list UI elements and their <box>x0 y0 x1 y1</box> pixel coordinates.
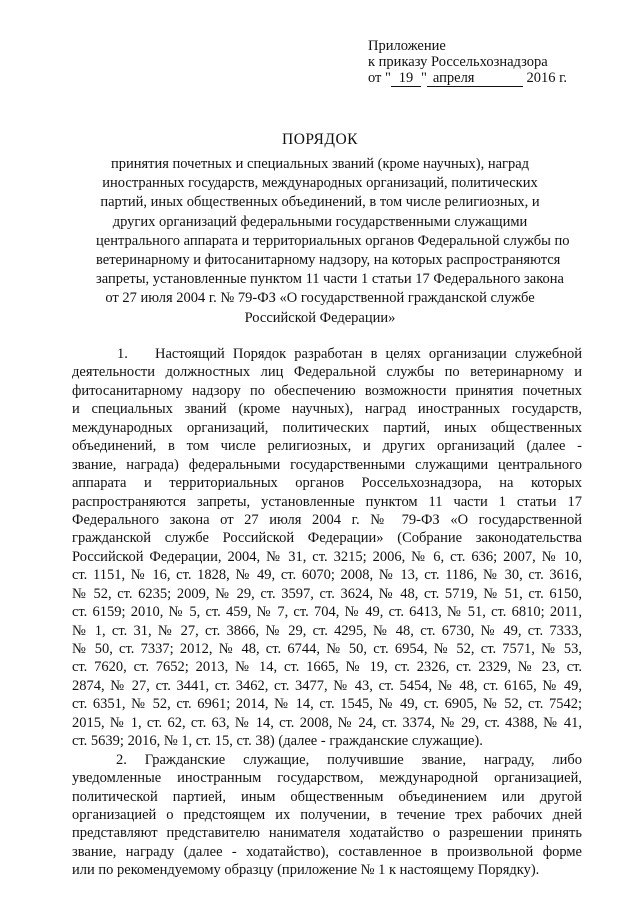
order-reference: к приказу Россельхознадзора <box>368 54 548 70</box>
paragraph-1-line: гражданской службе Российской Федерации» (Собрание законодательства <box>72 530 582 547</box>
appendix-header <box>368 38 567 87</box>
paragraph-1-line: № 52, ст. 6235; 2009, № 29, ст. 3597, ст. 3624, № 48, ст. 5719, № 51, ст. 6150, <box>72 585 582 602</box>
subtitle-line: иностранных государств, международных организаций, политических <box>102 175 538 192</box>
paragraph-2-line: политической партией, иным общественным объединением или другой <box>72 788 582 805</box>
date-day: 19 <box>391 71 421 87</box>
subtitle-line: партий, иных общественных объединений, в том числе религиозных, и <box>100 194 540 211</box>
paragraph-1-line: ст. 6351, № 52, ст. 6961; 2014, № 14, ст. 1545, № 49, ст. 6905, № 52, ст. 7542; <box>72 696 582 713</box>
subtitle-line: принятия почетных и специальных званий (кроме научных), наград <box>110 156 530 172</box>
subtitle-line: центрального аппарата и территориальных органов Федеральной службы по <box>96 232 570 249</box>
paragraph-1-line: и специальных званий (кроме научных), наград иностранных государств, <box>72 401 582 418</box>
paragraph-2-line: уведомленные иностранным государством, международной организацией, <box>72 770 582 787</box>
paragraph-1-line: 2874, № 27, ст. 3441, ст. 3462, ст. 3477, № 43, ст. 5454, № 48, ст. 6165, № 49, <box>72 677 582 694</box>
paragraph-1-line: № 1, ст. 31, № 27, ст. 3866, № 29, ст. 4295, № 48, ст. 6730, № 49, ст. 7333, <box>72 622 582 639</box>
date-year: 2016 г. <box>526 70 568 86</box>
paragraph-2-line: или по рекомендуемому образцу (приложение № 1 к настоящему Порядку). <box>72 862 540 879</box>
date-prefix: от " <box>368 70 391 86</box>
document-subtitle <box>96 155 570 328</box>
paragraph-2-line: организацией о предстоящем их получении, в течение трех рабочих дней <box>72 806 582 823</box>
paragraph-1-line: ст. 1151, № 16, ст. 1828, № 49, ст. 6070; 2008, № 13, ст. 1186, № 30, ст. 3616, <box>72 567 582 584</box>
paragraph-1-text: Настоящий Порядок разработан в целях организации служебной <box>155 346 582 362</box>
paragraph-1-line: ст. 6159; 2010, № 5, ст. 459, № 7, ст. 704, № 49, ст. 6413, № 51, ст. 6810; 2011, <box>72 604 582 621</box>
paragraph-1-line: международных организаций, политических партий, иных общественных <box>72 419 582 436</box>
paragraph-1-line: Федерального закона от 27 июля 2004 г. № 79-ФЗ «О государственной <box>72 511 582 528</box>
subtitle-line: запреты, установленные пунктом 11 части 1 статьи 17 Федерального закона <box>96 271 564 288</box>
paragraph-2-line: 2. Гражданские служащие, получившие звание, награду, либо <box>116 751 582 768</box>
paragraph-1-line: деятельности должностных лиц Федеральной службы по ветеринарному и <box>72 364 582 381</box>
paragraph-2-line: представляют представителю нанимателя ходатайство о разрешении принять <box>72 825 582 842</box>
paragraph-1-line: распространяются запреты, установленные пунктом 11 части 1 статьи 17 <box>72 493 582 510</box>
paragraph-1-line: объединений, в том числе религиозных, и других организаций (далее - <box>72 438 582 455</box>
appendix-label: Приложение <box>368 38 446 54</box>
paragraph-1-line <box>72 345 582 363</box>
paragraph-1-line: фитосанитарному надзору по обеспечению возможности принятия почетных <box>72 382 582 399</box>
paragraph-1-line: аппарата и территориальных органов Россельхознадзора, на которых <box>72 475 582 492</box>
paragraph-1-line: ст. 7620, ст. 7652; 2013, № 14, ст. 1665, № 19, ст. 2326, ст. 2329, № 23, ст. <box>72 659 582 676</box>
date-month: апреля <box>427 71 523 87</box>
subtitle-line: других организаций федеральными государственными служащими <box>112 213 528 230</box>
document-body <box>72 345 582 880</box>
subtitle-line: Российской Федерации» <box>244 309 396 326</box>
paragraph-1-line: звание, награда) федеральными государственными служащими центрального <box>72 456 582 473</box>
paragraph-1-line: 2015, № 1, ст. 62, ст. 63, № 14, ст. 2008, № 24, ст. 3374, № 29, ст. 4388, № 41, <box>72 714 582 731</box>
paragraph-1-line: ст. 5639; 2016, № 1, ст. 15, ст. 38) (далее - гражданские служащие). <box>72 733 483 750</box>
paragraph-2-line: звание, награду (далее - ходатайство), составленное в произвольной форме <box>72 843 582 860</box>
document-title: ПОРЯДОК <box>282 131 358 148</box>
date-quote: " <box>420 70 427 86</box>
order-date <box>368 70 567 87</box>
subtitle-line: от 27 июля 2004 г. № 79-ФЗ «О государственной гражданской службе <box>105 290 535 307</box>
subtitle-line: ветеринарному и фитосанитарному надзору, на которых распространяются <box>96 252 561 269</box>
paragraph-1-line: Российской Федерации, 2004, № 31, ст. 3215; 2006, № 6, ст. 636; 2007, № 10, <box>72 548 582 565</box>
paragraph-1-number: 1. <box>117 346 128 362</box>
paragraph-1-line: № 50, ст. 7337; 2012, № 48, ст. 6744, № 50, ст. 6954, № 52, ст. 7571, № 53, <box>72 641 582 657</box>
